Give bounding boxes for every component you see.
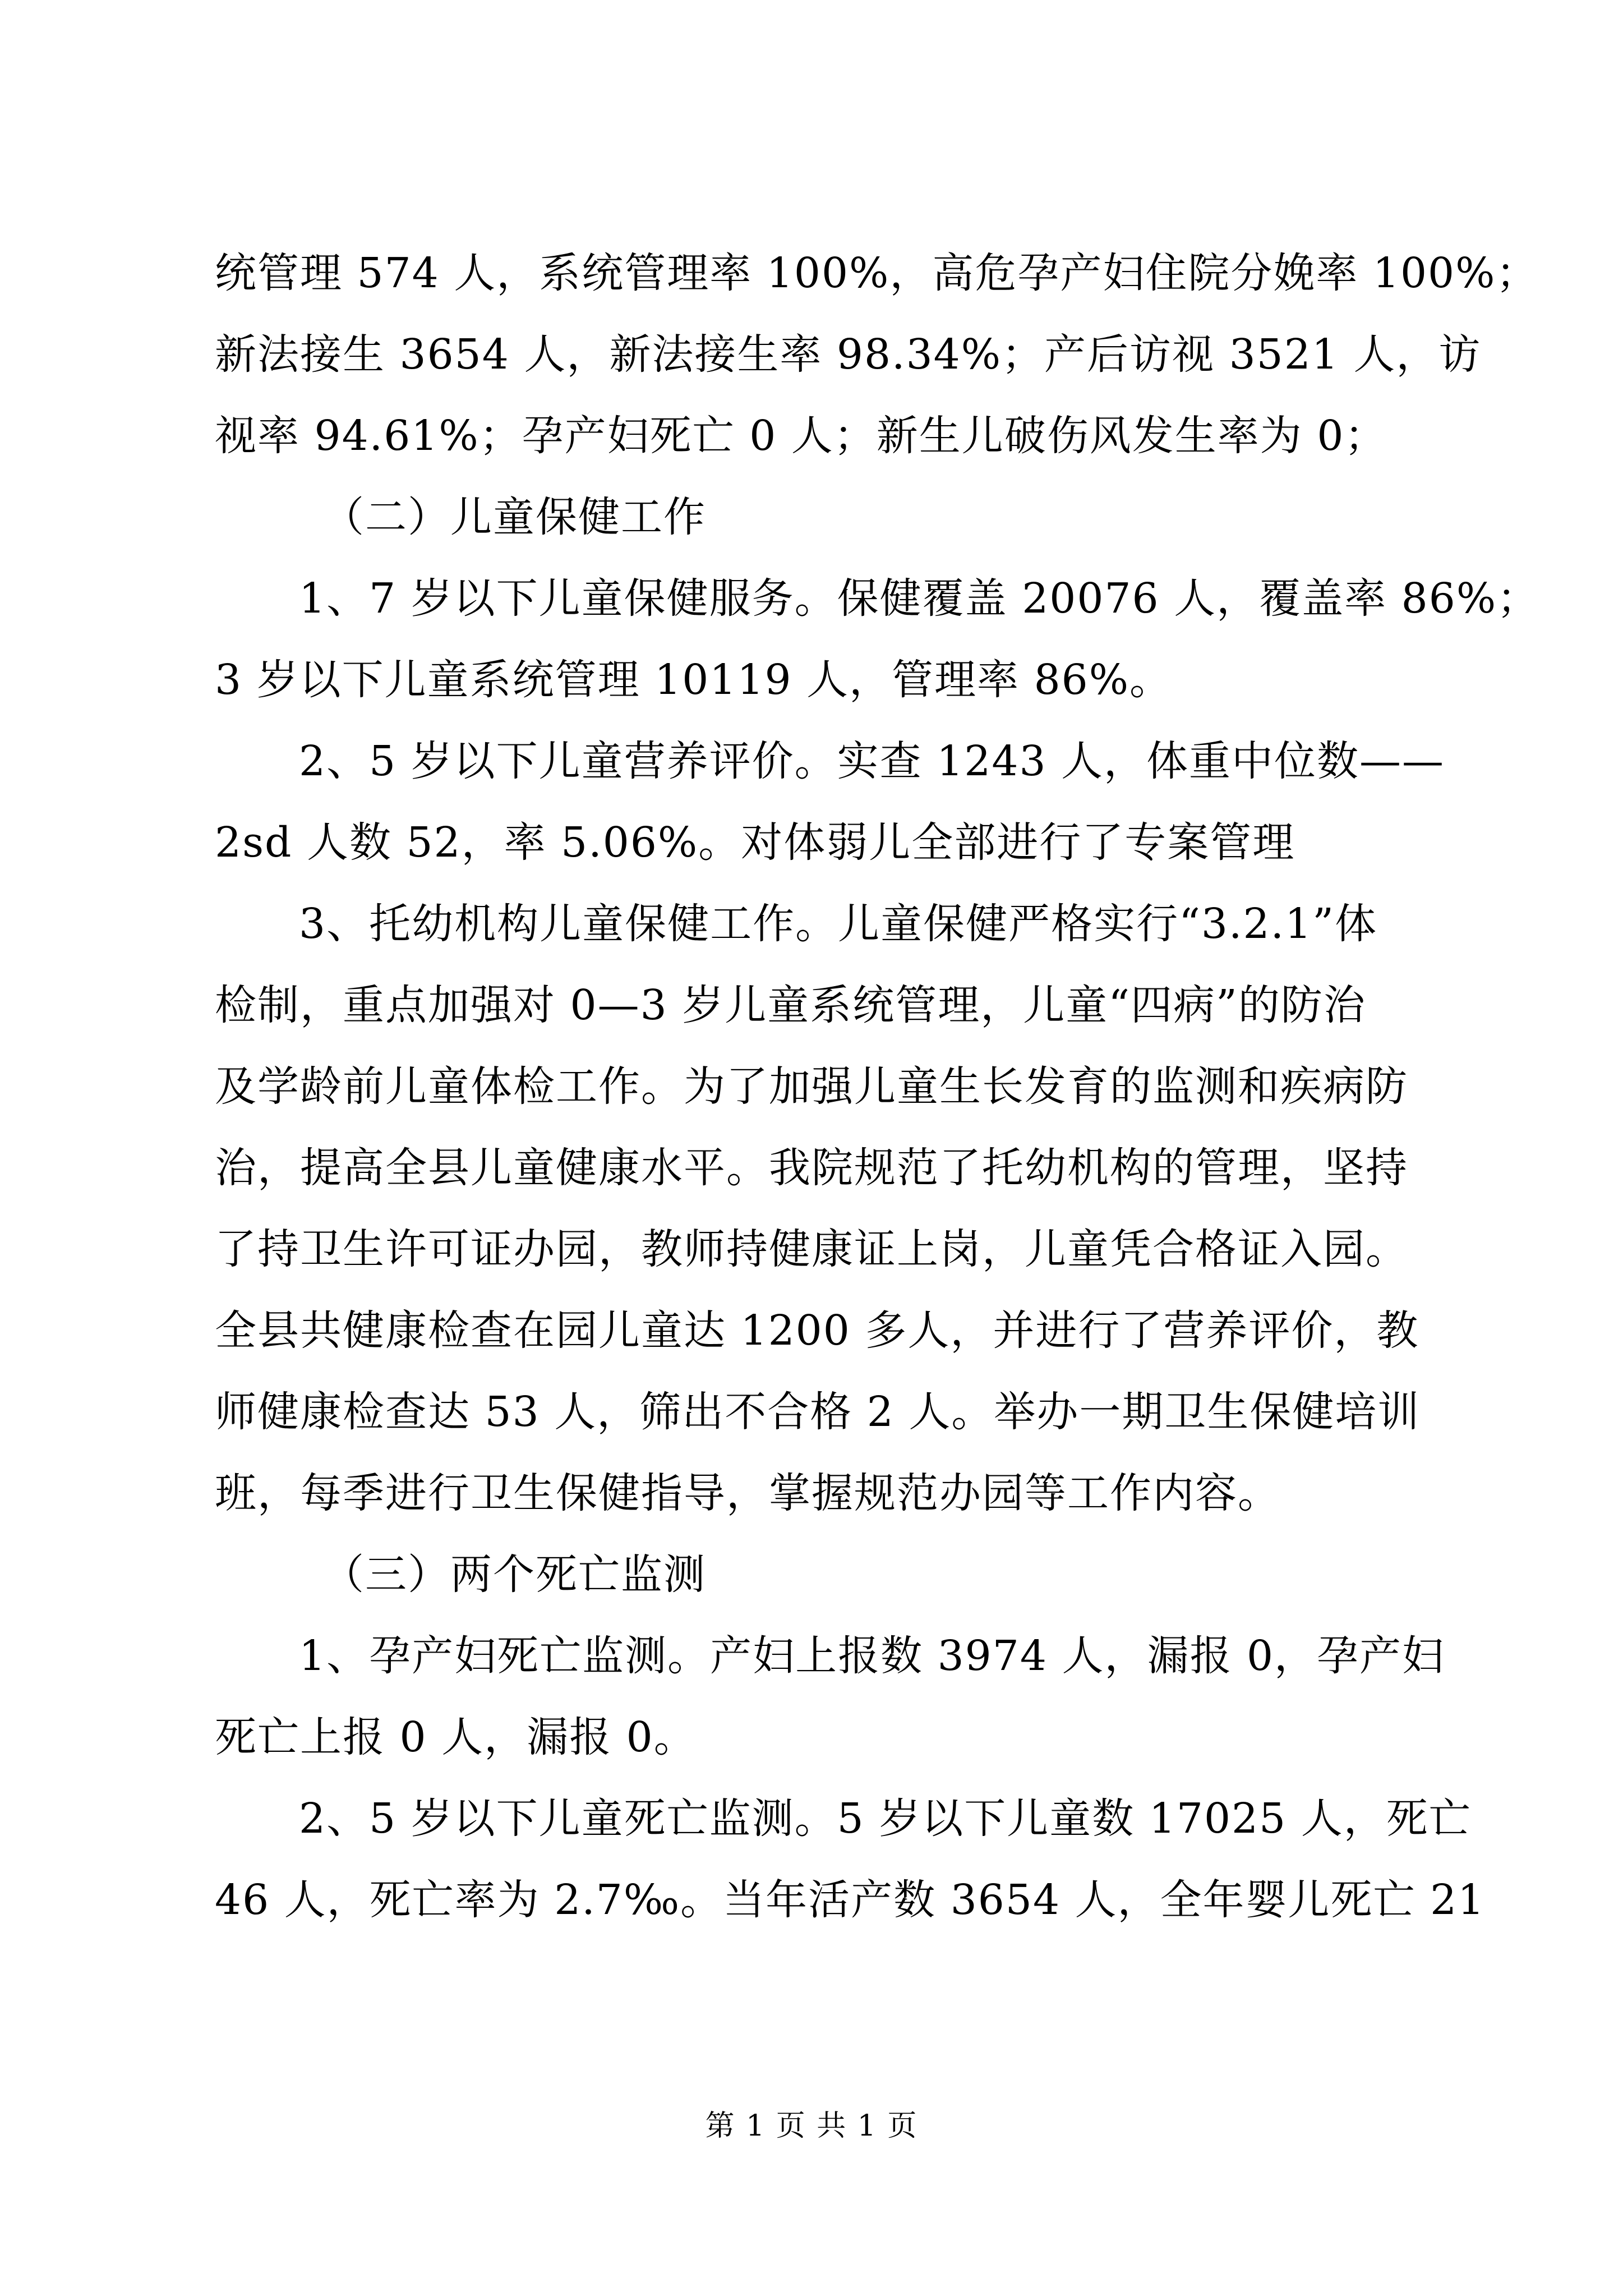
text-line: 检制，重点加强对 0—3 岁儿童系统管理，儿童“四病”的防治 xyxy=(215,981,1366,1029)
text-line: 2、5 岁以下儿童营养评价。实查 1243 人，体重中位数—— xyxy=(299,737,1445,785)
text-line: 46 人，死亡率为 2.7‰。当年活产数 3654 人，全年婴儿死亡 21 xyxy=(215,1876,1486,1924)
text-line: 3 岁以下儿童系统管理 10119 人，管理率 86%。 xyxy=(215,656,1173,704)
paragraph-item-maternal-death xyxy=(215,1616,1445,1778)
paragraph-item-child-care-service xyxy=(215,558,1540,721)
text-line: 3、托幼机构儿童保健工作。儿童保健严格实行“3.2.1”体 xyxy=(299,900,1378,948)
text-line: 全县共健康检查在园儿童达 1200 多人，并进行了营养评价，教 xyxy=(215,1306,1419,1355)
text-line: 治，提高全县儿童健康水平。我院规范了托幼机构的管理，坚持 xyxy=(215,1144,1408,1192)
page-footer xyxy=(0,2106,1623,2146)
document-body xyxy=(215,233,1540,1941)
paragraph-item-nutrition-evaluation xyxy=(215,721,1445,884)
paragraph-item-nursery-health xyxy=(215,884,1432,1534)
text-line: 2sd 人数 52，率 5.06%。对体弱儿全部进行了专案管理 xyxy=(215,818,1295,867)
text-line: 师健康检查达 53 人，筛出不合格 2 人。举办一期卫生保健培训 xyxy=(215,1388,1421,1436)
text-line: 2、5 岁以下儿童死亡监测。5 岁以下儿童数 17025 人，死亡 xyxy=(299,1795,1472,1843)
text-line: 统管理 574 人，系统管理率 100%，高危孕产妇住院分娩率 100%； xyxy=(215,249,1539,297)
text-line: 1、孕产妇死亡监测。产妇上报数 3974 人，漏报 0，孕产妇 xyxy=(299,1632,1445,1680)
paragraph-maternal-stats xyxy=(215,233,1539,477)
text-line: 死亡上报 0 人，漏报 0。 xyxy=(215,1713,697,1761)
text-line: 1、7 岁以下儿童保健服务。保健覆盖 20076 人，覆盖率 86%； xyxy=(299,574,1540,623)
text-line: 新法接生 3654 人，新法接生率 98.34%；产后访视 3521 人，访 xyxy=(215,330,1482,379)
heading-text: （三）两个死亡监测 xyxy=(322,1550,706,1599)
text-line: 及学龄前儿童体检工作。为了加强儿童生长发育的监测和疾病防 xyxy=(215,1062,1408,1111)
heading-text: （二）儿童保健工作 xyxy=(322,493,706,541)
text-line: 班，每季进行卫生保健指导，掌握规范办园等工作内容。 xyxy=(215,1469,1280,1517)
paragraph-item-child-death xyxy=(215,1778,1486,1941)
page-number-label: 第 1 页 共 1 页 xyxy=(705,2109,918,2143)
text-line: 视率 94.61%；孕产妇死亡 0 人；新生儿破伤风发生率为 0； xyxy=(215,412,1387,460)
text-line: 了持卫生许可证办园，教师持健康证上岗，儿童凭合格证入园。 xyxy=(215,1225,1408,1273)
section-heading-death-monitoring xyxy=(215,1534,1432,1616)
section-heading-child-health xyxy=(215,477,1432,558)
